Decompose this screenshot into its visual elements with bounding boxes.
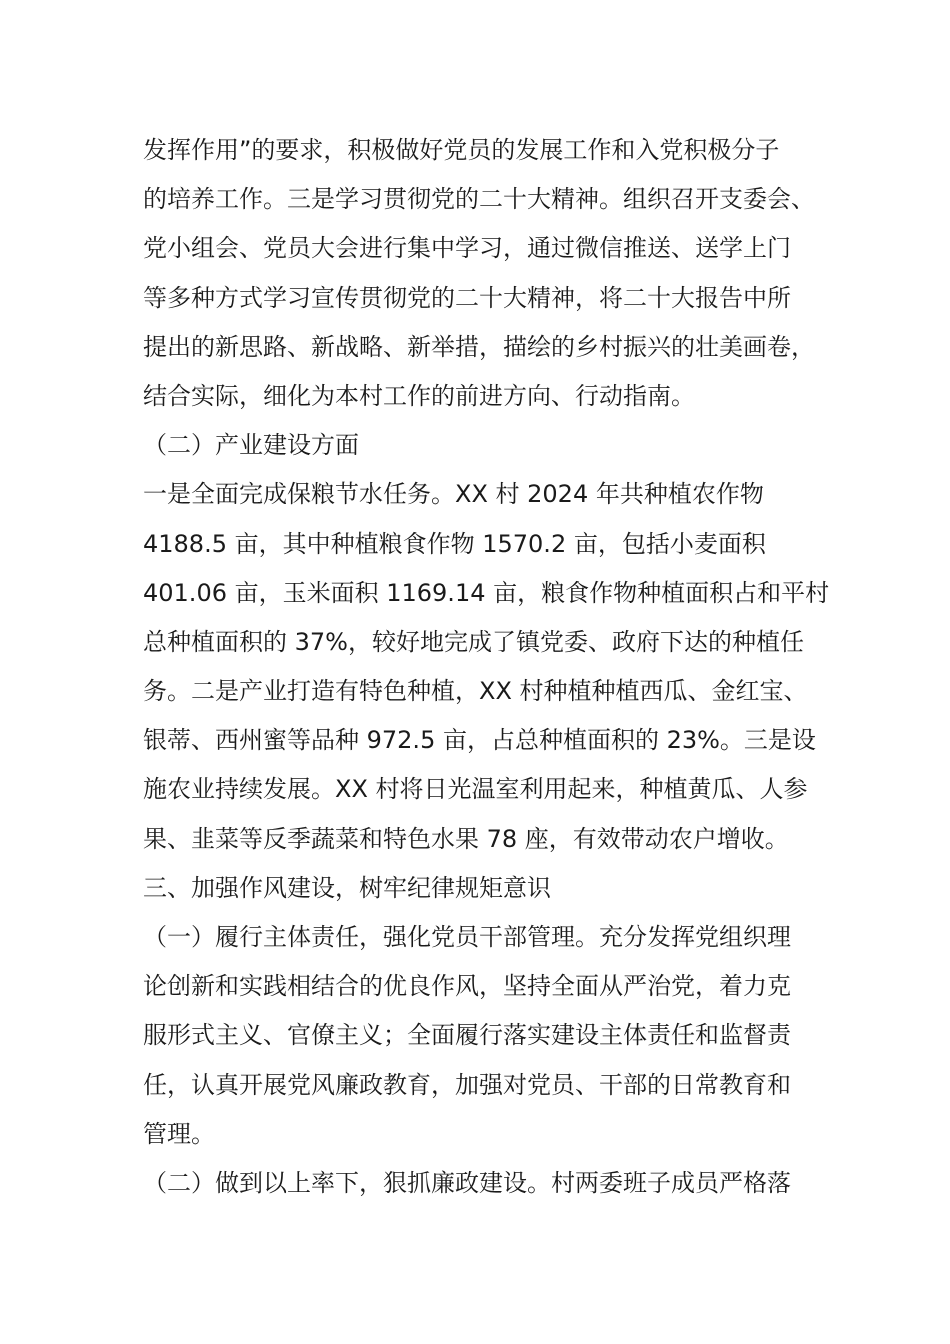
section-heading: 三、加强作风建设，树牢纪律规矩意识: [143, 873, 551, 902]
text-line: 的培养工作。三是学习贯彻党的二十大精神。组织召开支委会、: [143, 185, 815, 214]
text-line: （一）履行主体责任，强化党员干部管理。充分发挥党组织理: [143, 923, 791, 951]
text-line: 务。二是产业打造有特色种植，XX 村种植种植西瓜、金红宝、: [143, 677, 808, 706]
text-line: 结合实际，细化为本村工作的前进方向、行动指南。: [143, 381, 695, 410]
text-line: 党小组会、党员大会进行集中学习，通过微信推送、送学上门: [143, 234, 791, 263]
text-line: 论创新和实践相结合的优良作风，坚持全面从严治党，着力克: [143, 972, 791, 1001]
text-line: 等多种方式学习宣传贯彻党的二十大精神，将二十大报告中所: [143, 283, 791, 312]
document-body: [143, 126, 830, 1208]
text-line: 任，认真开展党风廉政教育，加强对党员、干部的日常教育和: [143, 1070, 791, 1099]
text-line: 提出的新思路、新战略、新举措，描绘的乡村振兴的壮美画卷，: [143, 332, 815, 361]
text-line: 果、韭菜等反季蔬菜和特色水果 78 座，有效带动农户增收。: [143, 824, 789, 853]
text-line: 管理。: [143, 1119, 215, 1148]
section-heading: （二）产业建设方面: [143, 431, 359, 460]
text-line: 施农业持续发展。XX 村将日光温室利用起来，种植黄瓜、人参: [143, 775, 808, 804]
text-line: 4188.5 亩，其中种植粮食作物 1570.2 亩，包括小麦面积: [143, 529, 766, 558]
text-line: 一是全面完成保粮节水任务。XX 村 2024 年共种植农作物: [143, 480, 764, 509]
text-line: 总种植面积的 37%，较好地完成了镇党委、政府下达的种植任: [143, 627, 804, 656]
text-line: 服形式主义、官僚主义；全面履行落实建设主体责任和监督责: [143, 1021, 791, 1050]
text-line: 发挥作用”的要求，积极做好党员的发展工作和入党积极分子: [143, 136, 780, 164]
text-line: （二）做到以上率下，狠抓廉政建设。村两委班子成员严格落: [143, 1168, 791, 1197]
text-line: 银蒂、西州蜜等品种 972.5 亩，占总种植面积的 23%。三是设: [143, 726, 816, 755]
text-line: 401.06 亩，玉米面积 1169.14 亩，粮食作物种植面积占和平村: [143, 578, 830, 607]
